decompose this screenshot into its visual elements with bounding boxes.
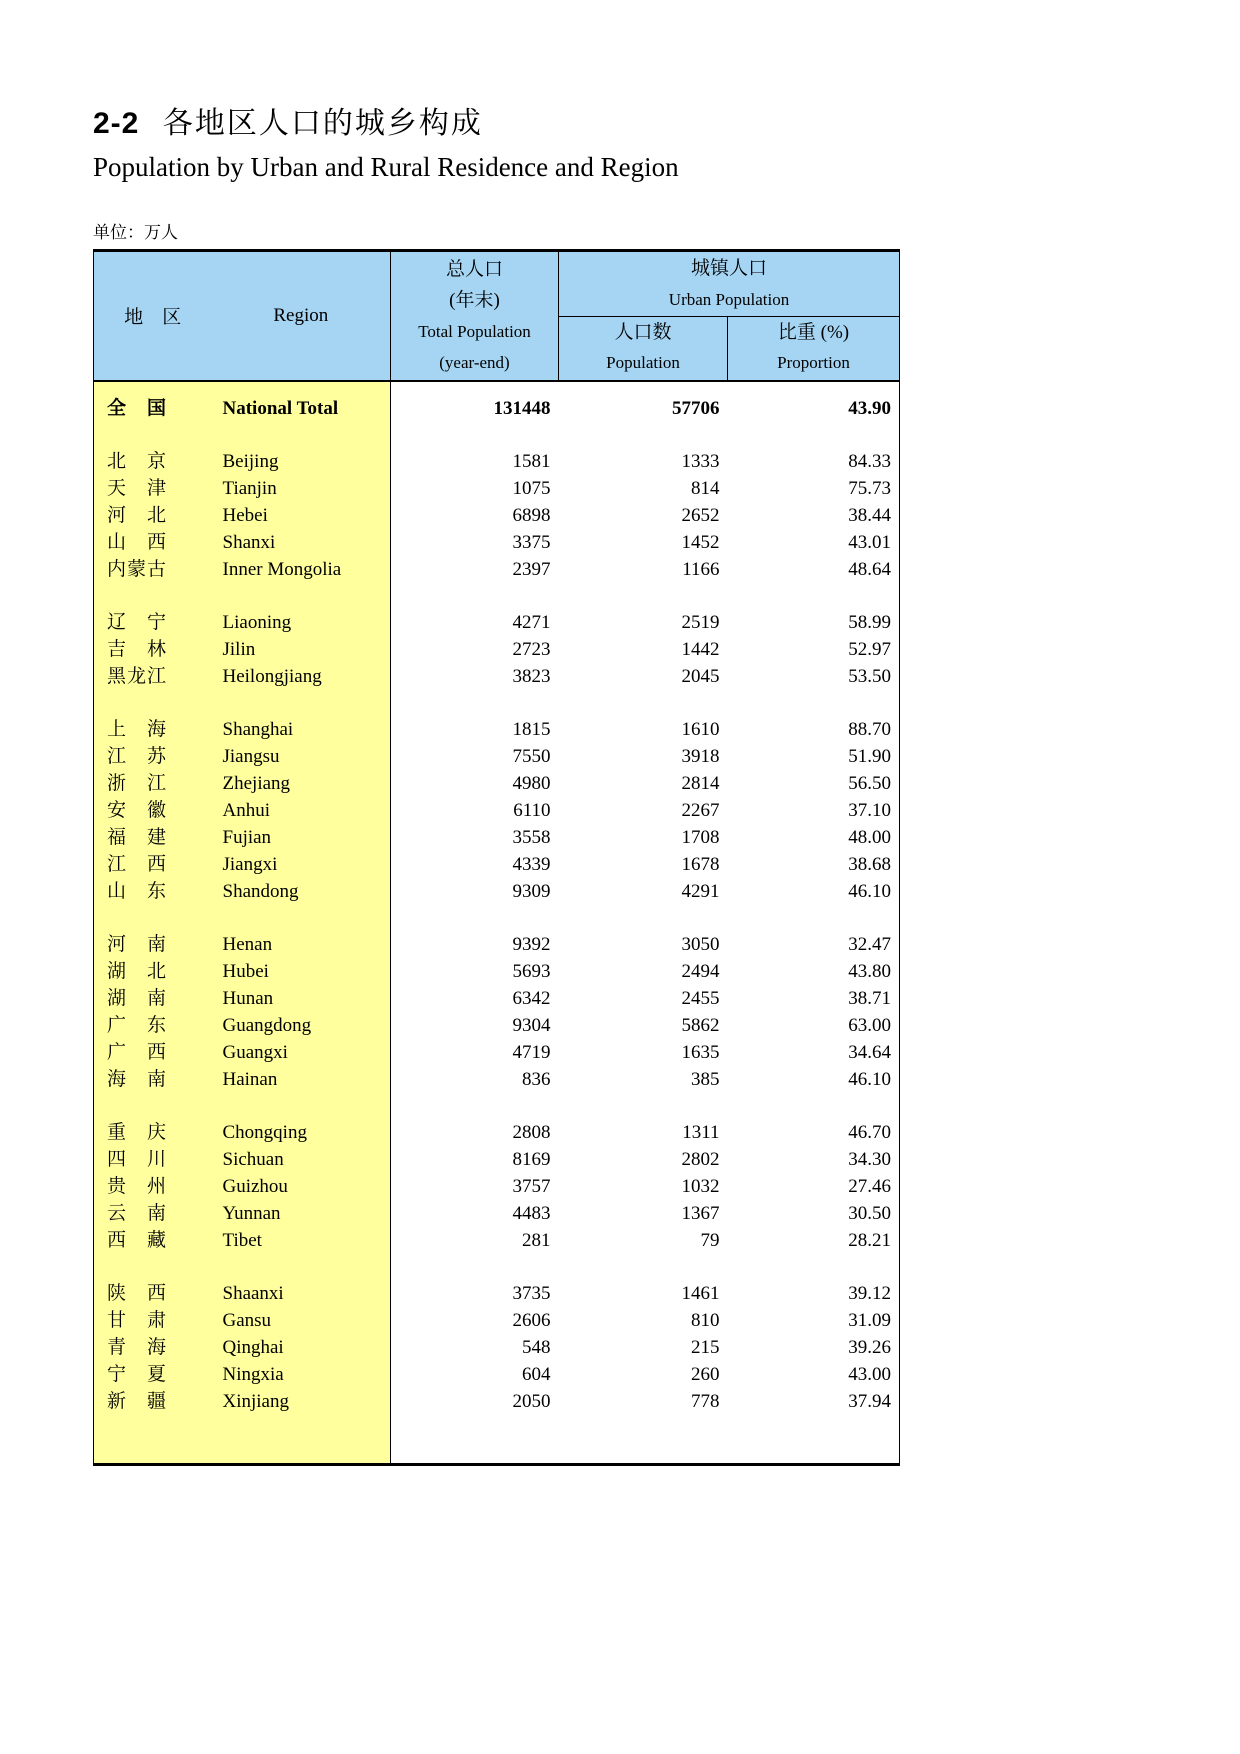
spacer-region-cell — [94, 1415, 391, 1465]
region-name-zh: 西 藏 — [94, 1227, 212, 1254]
total-population-value: 1815 — [512, 718, 551, 740]
region-name-zh: 黑龙江 — [94, 663, 212, 690]
spacer-row — [94, 381, 900, 395]
spacer-data-cell — [391, 1093, 900, 1119]
total-population-value: 4719 — [512, 1041, 551, 1063]
urban-population-value: 1032 — [681, 1175, 720, 1197]
title-english: Population by Urban and Rural Residence and Region — [93, 152, 679, 182]
urban-population-value: 1333 — [681, 450, 720, 472]
table-row — [94, 716, 900, 743]
region-name-zh: 山 东 — [94, 878, 212, 905]
total-population-value: 4980 — [512, 772, 551, 794]
region-name-en: Heilongjiang — [212, 663, 391, 690]
region-name-en: Guangdong — [212, 1012, 391, 1039]
region-name-en: Tibet — [212, 1227, 391, 1254]
total-population-value: 7550 — [512, 745, 551, 767]
urban-proportion-value: 38.68 — [848, 853, 891, 875]
region-name-zh: 河 北 — [94, 502, 212, 529]
region-name-en: Guangxi — [212, 1039, 391, 1066]
table-row — [94, 636, 900, 663]
table-row — [94, 1280, 900, 1307]
region-name-zh: 广 东 — [94, 1012, 212, 1039]
table-row — [94, 797, 900, 824]
total-population-value: 9309 — [512, 880, 551, 902]
region-name-en: Fujian — [212, 824, 391, 851]
page-content — [93, 104, 899, 1466]
urban-proportion-value: 43.00 — [848, 1363, 891, 1385]
urban-proportion-value: 31.09 — [848, 1309, 891, 1331]
spacer-region-cell — [94, 583, 391, 609]
spacer-data-cell — [391, 905, 900, 931]
spacer-row — [94, 690, 900, 716]
urban-population-value: 1452 — [681, 531, 720, 553]
urban-population-value: 1708 — [681, 826, 720, 848]
region-name-zh: 广 西 — [94, 1039, 212, 1066]
urban-population-value: 79 — [700, 1229, 720, 1251]
header-total-population: 总人口 (年末) Total Population (year-end) — [391, 251, 559, 381]
region-name-zh: 甘 肃 — [94, 1307, 212, 1334]
region-name-en: Shandong — [212, 878, 391, 905]
urban-proportion-value: 46.10 — [848, 880, 891, 902]
urban-proportion-value: 46.10 — [848, 1068, 891, 1090]
spacer-row — [94, 905, 900, 931]
total-population-value: 2723 — [512, 638, 551, 660]
spacer-region-cell — [94, 1093, 391, 1119]
urban-proportion-value: 32.47 — [848, 933, 891, 955]
urban-proportion-value: 38.44 — [848, 504, 891, 526]
region-name-zh: 新 疆 — [94, 1388, 212, 1415]
total-population-value: 8169 — [512, 1148, 551, 1170]
urban-population-value: 3918 — [681, 745, 720, 767]
urban-proportion-value: 63.00 — [848, 1014, 891, 1036]
region-name-en: Shaanxi — [212, 1280, 391, 1307]
region-name-zh: 安 徽 — [94, 797, 212, 824]
urban-proportion-value: 46.70 — [848, 1121, 891, 1143]
table-row — [94, 663, 900, 690]
urban-population-value: 2519 — [681, 611, 720, 633]
region-name-zh: 内蒙古 — [94, 556, 212, 583]
total-population-value: 2397 — [512, 558, 551, 580]
region-name-en: Beijing — [212, 448, 391, 475]
total-population-value: 9304 — [512, 1014, 551, 1036]
spacer-region-cell — [94, 1254, 391, 1280]
total-population-value: 6110 — [513, 799, 551, 821]
region-name-en: Inner Mongolia — [212, 556, 391, 583]
region-name-zh: 天 津 — [94, 475, 212, 502]
total-population-value: 4483 — [512, 1202, 551, 1224]
region-name-zh: 宁 夏 — [94, 1361, 212, 1388]
urban-population-value: 3050 — [681, 933, 720, 955]
region-name-en: Jiangsu — [212, 743, 391, 770]
region-name-zh: 河 南 — [94, 931, 212, 958]
region-name-en: Anhui — [212, 797, 391, 824]
table-row — [94, 1334, 900, 1361]
region-name-en: Hunan — [212, 985, 391, 1012]
region-name-en: Tianjin — [212, 475, 391, 502]
table-row — [94, 851, 900, 878]
spacer-region-cell — [94, 381, 391, 395]
region-name-zh: 陕 西 — [94, 1280, 212, 1307]
total-population-value: 836 — [522, 1068, 551, 1090]
region-name-en: Henan — [212, 931, 391, 958]
region-name-en: Qinghai — [212, 1334, 391, 1361]
header-urban-count: 人口数 Population — [559, 317, 728, 381]
table-body — [94, 381, 900, 1465]
spacer-row — [94, 1254, 900, 1280]
urban-population-value: 814 — [691, 477, 720, 499]
urban-population-value: 1635 — [681, 1041, 720, 1063]
region-name-en: Shanxi — [212, 529, 391, 556]
urban-population-value: 1442 — [681, 638, 720, 660]
header-urban-proportion: 比重 (%) Proportion — [728, 317, 900, 381]
urban-population-value: 2814 — [681, 772, 720, 794]
region-name-zh: 浙 江 — [94, 770, 212, 797]
urban-population-value: 2802 — [681, 1148, 720, 1170]
table-row — [94, 770, 900, 797]
total-population-value: 3558 — [512, 826, 551, 848]
table-row — [94, 395, 900, 422]
urban-population-value: 778 — [691, 1390, 720, 1412]
table-row — [94, 985, 900, 1012]
total-population-value: 3735 — [512, 1282, 551, 1304]
table-row — [94, 1173, 900, 1200]
region-name-zh: 湖 南 — [94, 985, 212, 1012]
table-number: 2-2 — [93, 107, 140, 140]
region-name-zh: 全 国 — [94, 395, 212, 422]
region-name-zh: 上 海 — [94, 716, 212, 743]
region-name-zh: 海 南 — [94, 1066, 212, 1093]
region-name-en: Sichuan — [212, 1146, 391, 1173]
region-name-zh: 辽 宁 — [94, 609, 212, 636]
spacer-data-cell — [391, 422, 900, 448]
header-region-en: Region — [273, 304, 329, 326]
table-row — [94, 931, 900, 958]
region-name-en: Zhejiang — [212, 770, 391, 797]
region-name-en: Chongqing — [212, 1119, 391, 1146]
spacer-data-cell — [391, 381, 900, 395]
region-name-en: Hubei — [212, 958, 391, 985]
region-name-en: Hebei — [212, 502, 391, 529]
region-name-zh: 四 川 — [94, 1146, 212, 1173]
urban-proportion-value: 39.12 — [848, 1282, 891, 1304]
region-name-zh: 贵 州 — [94, 1173, 212, 1200]
urban-proportion-value: 37.94 — [848, 1390, 891, 1412]
urban-proportion-value: 30.50 — [848, 1202, 891, 1224]
urban-population-value: 2455 — [681, 987, 720, 1009]
table-row — [94, 1119, 900, 1146]
region-name-en: Ningxia — [212, 1361, 391, 1388]
unit-note: 单位：万人 — [93, 223, 178, 242]
spacer-row — [94, 1093, 900, 1119]
urban-population-value: 810 — [691, 1309, 720, 1331]
total-population-value: 3757 — [512, 1175, 551, 1197]
urban-proportion-value: 27.46 — [848, 1175, 891, 1197]
table-row — [94, 1227, 900, 1254]
region-name-zh: 江 苏 — [94, 743, 212, 770]
table-row — [94, 1388, 900, 1415]
region-name-zh: 北 京 — [94, 448, 212, 475]
table-row — [94, 1066, 900, 1093]
urban-proportion-value: 58.99 — [848, 611, 891, 633]
spacer-row — [94, 1415, 900, 1465]
header-region-zh: 地 区 — [124, 307, 182, 329]
urban-proportion-value: 48.64 — [848, 558, 891, 580]
urban-population-value: 4291 — [681, 880, 720, 902]
total-population-value: 604 — [522, 1363, 551, 1385]
total-population-value: 2050 — [512, 1390, 551, 1412]
urban-population-value: 2494 — [681, 960, 720, 982]
table-row — [94, 1200, 900, 1227]
region-name-en: Jiangxi — [212, 851, 391, 878]
urban-population-value: 1367 — [681, 1202, 720, 1224]
region-name-zh: 重 庆 — [94, 1119, 212, 1146]
total-population-value: 4339 — [512, 853, 551, 875]
header-urban-population: 城镇人口 Urban Population — [559, 251, 900, 317]
table-row — [94, 1012, 900, 1039]
page-title — [93, 104, 899, 144]
urban-proportion-value: 39.26 — [848, 1336, 891, 1358]
total-population-value: 6898 — [512, 504, 551, 526]
region-name-zh: 湖 北 — [94, 958, 212, 985]
table-row — [94, 958, 900, 985]
urban-population-value: 1610 — [681, 718, 720, 740]
spacer-data-cell — [391, 690, 900, 716]
region-name-en: Gansu — [212, 1307, 391, 1334]
region-name-en: Jilin — [212, 636, 391, 663]
spacer-data-cell — [391, 583, 900, 609]
table-header — [94, 251, 900, 381]
total-population-value: 1075 — [512, 477, 551, 499]
table-row — [94, 1039, 900, 1066]
region-name-en: Liaoning — [212, 609, 391, 636]
region-name-en: Hainan — [212, 1066, 391, 1093]
total-population-value: 2606 — [512, 1309, 551, 1331]
urban-population-value: 2267 — [681, 799, 720, 821]
title-chinese: 各地区人口的城乡构成 — [162, 107, 483, 140]
urban-proportion-value: 34.30 — [848, 1148, 891, 1170]
total-population-value: 2808 — [512, 1121, 551, 1143]
total-population-value: 6342 — [512, 987, 551, 1009]
urban-proportion-value: 38.71 — [848, 987, 891, 1009]
spacer-row — [94, 583, 900, 609]
urban-population-value: 260 — [691, 1363, 720, 1385]
urban-population-value: 57706 — [672, 397, 720, 419]
urban-proportion-value: 88.70 — [848, 718, 891, 740]
total-population-value: 1581 — [512, 450, 551, 472]
total-population-value: 4271 — [512, 611, 551, 633]
table-row — [94, 502, 900, 529]
spacer-data-cell — [391, 1254, 900, 1280]
table-row — [94, 878, 900, 905]
total-population-value: 3823 — [512, 665, 551, 687]
spacer-data-cell — [391, 1415, 900, 1465]
total-population-value: 9392 — [512, 933, 551, 955]
urban-population-value: 5862 — [681, 1014, 720, 1036]
region-name-en: National Total — [212, 395, 391, 422]
urban-proportion-value: 52.97 — [848, 638, 891, 660]
total-population-value: 3375 — [512, 531, 551, 553]
spacer-region-cell — [94, 905, 391, 931]
region-name-en: Guizhou — [212, 1173, 391, 1200]
urban-proportion-value: 43.80 — [848, 960, 891, 982]
urban-population-value: 1461 — [681, 1282, 720, 1304]
spacer-region-cell — [94, 422, 391, 448]
population-table — [93, 249, 900, 1466]
table-row — [94, 529, 900, 556]
urban-proportion-value: 43.90 — [848, 397, 891, 419]
region-name-zh: 福 建 — [94, 824, 212, 851]
urban-proportion-value: 53.50 — [848, 665, 891, 687]
urban-proportion-value: 56.50 — [848, 772, 891, 794]
table-row — [94, 609, 900, 636]
urban-proportion-value: 34.64 — [848, 1041, 891, 1063]
urban-proportion-value: 84.33 — [848, 450, 891, 472]
table-row — [94, 1307, 900, 1334]
table-row — [94, 475, 900, 502]
table-row — [94, 1146, 900, 1173]
urban-proportion-value: 43.01 — [848, 531, 891, 553]
region-name-en: Yunnan — [212, 1200, 391, 1227]
table-row — [94, 1361, 900, 1388]
urban-population-value: 2652 — [681, 504, 720, 526]
urban-population-value: 1678 — [681, 853, 720, 875]
region-name-en: Shanghai — [212, 716, 391, 743]
urban-population-value: 215 — [691, 1336, 720, 1358]
urban-population-value: 2045 — [681, 665, 720, 687]
header-region — [94, 251, 391, 381]
region-name-zh: 山 西 — [94, 529, 212, 556]
table-row — [94, 824, 900, 851]
region-name-zh: 吉 林 — [94, 636, 212, 663]
region-name-zh: 江 西 — [94, 851, 212, 878]
urban-population-value: 1166 — [682, 558, 720, 580]
region-name-zh: 云 南 — [94, 1200, 212, 1227]
urban-proportion-value: 37.10 — [848, 799, 891, 821]
spacer-row — [94, 422, 900, 448]
total-population-value: 281 — [522, 1229, 551, 1251]
total-population-value: 131448 — [493, 397, 551, 419]
total-population-value: 5693 — [512, 960, 551, 982]
region-name-zh: 青 海 — [94, 1334, 212, 1361]
table-row — [94, 743, 900, 770]
urban-proportion-value: 75.73 — [848, 477, 891, 499]
table-row — [94, 448, 900, 475]
urban-population-value: 1311 — [682, 1121, 720, 1143]
region-name-en: Xinjiang — [212, 1388, 391, 1415]
spacer-region-cell — [94, 690, 391, 716]
urban-proportion-value: 28.21 — [848, 1229, 891, 1251]
urban-population-value: 385 — [691, 1068, 720, 1090]
total-population-value: 548 — [522, 1336, 551, 1358]
urban-proportion-value: 48.00 — [848, 826, 891, 848]
table-row — [94, 556, 900, 583]
urban-proportion-value: 51.90 — [848, 745, 891, 767]
